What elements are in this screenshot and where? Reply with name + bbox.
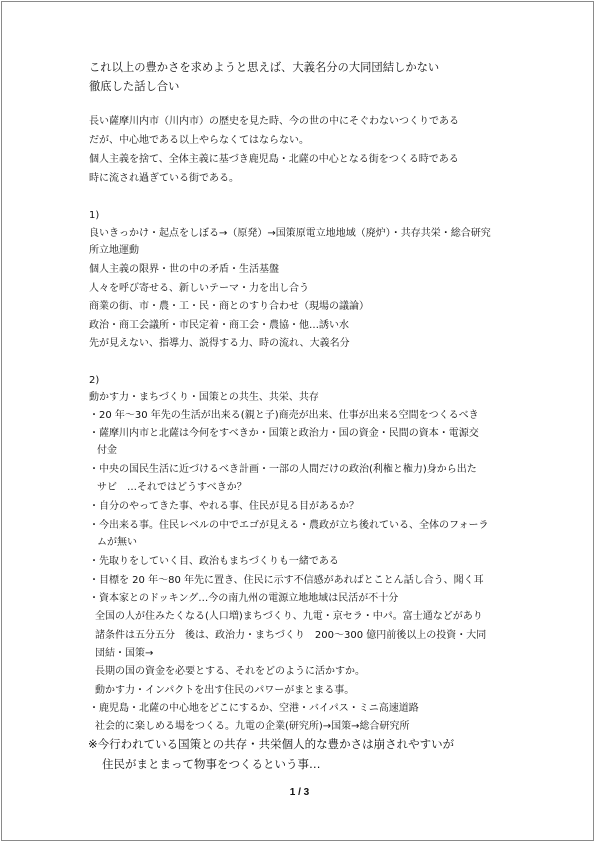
section-2-line: ・20 年～30 年先の生活が出来る(親と子)商売が出来、仕事が出来る空間をつくるべき [89, 410, 479, 421]
section-1-line: 人々を呼び寄せる、新しいテーマ・力を出し合う [89, 283, 309, 294]
page-number: 1 / 3 [289, 787, 310, 798]
section-2-line: 団結・国策→ [95, 648, 154, 659]
section-2-line: ・資本家とのドッキング…今の南九州の電源立地地域は民活が不十分 [89, 593, 399, 604]
section-2-line: 社会的に楽しめる場をつくる。九電の企業(研究所)→国策→総合研究所 [95, 721, 410, 732]
section-1-line: 政治・商工会議所・市民定着・商工会・農協・他…誘い水 [89, 320, 349, 331]
section-2-line: 動かす力・まちづくり・国策との共生、共栄、共存 [89, 392, 319, 403]
title-line-1: これ以上の豊かさを求めようと思えば、大義名分の大同団結しかない [89, 61, 440, 74]
document-page [1, 1, 594, 841]
note-line-2: 住民がまとまって物事をつくるという事… [102, 757, 321, 771]
section-2-heading: 2) [89, 375, 100, 386]
section-2-line: 諸条件は五分五分 後は、政治力・まちづくり 200～300 億円前後以上の投資・大同 [95, 630, 487, 641]
intro-line: 個人主義を捨て、全体主義に基づき鹿児島・北薩の中心となる街をつくる時である [89, 154, 459, 165]
intro-line: 時に流され過ぎている街である。 [89, 173, 239, 184]
title-line-2: 徹底した話し合い [89, 80, 180, 93]
section-2-line: 長期の国の資金を必要とする、それをどのように活かすか。 [95, 666, 365, 677]
section-1-line: 良いきっかけ・起点をしぼる→（原発）→国策原電立地地域（廃炉）・共存共栄・総合研究 [89, 228, 491, 239]
section-1-line: 所立地運動 [89, 245, 139, 256]
section-2-line: ・中央の国民生活に近づけるべき計画・一部の人間だけの政治(利権と権力)身から出た [89, 464, 477, 475]
note-line-1: ※今行われている国策との共存・共栄個人的な豊かさは崩されやすいが [88, 737, 455, 751]
section-2-line: ・先取りをしていく目、政治もまちづくりも一緒である [89, 556, 339, 567]
section-2-line: ・薩摩川内市と北薩は今何をすべきか・国策と政治力・国の資金・民間の資本・電源交 [89, 428, 479, 439]
section-2-line: 動かす力・インパクトを出す住民のパワーがまとまる事。 [95, 685, 355, 696]
section-2-line: ・鹿児島・北薩の中心地をどこにするか、空港・バイパス・ミニ高速道路 [89, 703, 419, 714]
section-2-line: 付金 [97, 445, 117, 456]
section-1-line: 個人主義の限界・世の中の矛盾・生活基盤 [89, 264, 279, 275]
section-1-heading: 1) [89, 210, 100, 221]
section-2-line: ・目標を 20 年～80 年先に置き、住民に示す不信感があればとことん話し合う、聞く耳 [89, 575, 484, 586]
intro-line: だが、中心地である以上やらなくてはならない。 [89, 135, 309, 146]
section-2-line: ムが無い [97, 537, 137, 548]
section-2-line: サビ …それではどうすべきか？ [97, 482, 247, 493]
section-2-line: 全国の人が住みたくなる(人口増)まちづくり、九電・京セラ・中パ。富士通などがあり [95, 611, 483, 622]
intro-line: 長い薩摩川内市（川内市）の歴史を見た時、今の世の中にそぐわないつくりである [89, 116, 459, 127]
section-1-line: 商業の街、市・農・工・民・商とのすり合わせ（現場の議論） [89, 301, 369, 312]
section-2-line: ・今出来る事。住民レベルの中でエゴが見える・農政が立ち後れている、全体のフォーラ [89, 520, 489, 531]
section-1-line: 先が見えない、指導力、説得する力、時の流れ、大義名分 [89, 338, 350, 349]
section-2-line: ・自分のやってきた事、やれる事、住民が見る目があるか？ [89, 501, 359, 512]
